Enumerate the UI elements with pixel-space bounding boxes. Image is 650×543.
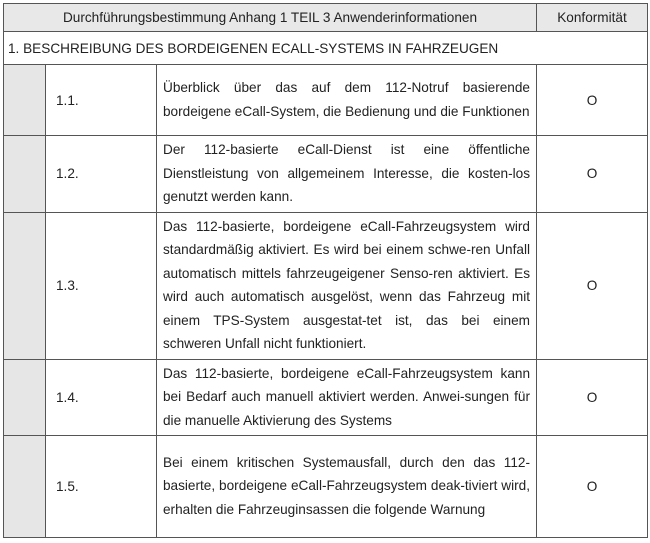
indent-cell [4,359,46,436]
indent-cell [4,436,46,538]
row-number: 1.1. [46,65,157,136]
row-text: Überblick über das auf dem 112-Notruf basierende bordeigene eCall-System, die Bedienung und die Funktionen [157,65,537,136]
row-number: 1.4. [46,359,157,436]
table-row [4,436,648,538]
indent-cell [4,65,46,136]
row-number: 1.3. [46,212,157,359]
row-conformity: O [537,436,648,538]
table-row [4,212,648,359]
row-text: Bei einem kritischen Systemausfall, durch den das 112-basierte, bordeigene eCall-Fahrzeugsystem deak-tiviert wird, erhalten die Fahrzeuginsassen die folgende Warnung [157,436,537,538]
row-text: Das 112-basierte, bordeigene eCall-Fahrzeugsystem wird standardmäßig aktiviert. Es wird bei einem schwe-ren Unfall automatisch mittels fahrzeugeigener Senso-ren aktiviert. Es wird auch automatisch ausgelöst, wenn das Fahrzeug mit einem TPS-System ausgestat-tet ist, das bei einem schweren Unfall nicht funktioniert. [157,212,537,359]
row-conformity: O [537,136,648,213]
section-title: 1. BESCHREIBUNG DES BORDEIGENEN ECALL-SYSTEMS IN FAHRZEUGEN [4,32,648,65]
row-text: Der 112-basierte eCall-Dienst ist eine öffentliche Dienstleistung von allgemeinem Interesse, die kosten-los genutzt werden kann. [157,136,537,213]
table-row [4,136,648,213]
table-header-row [4,4,648,32]
conformity-table [3,3,648,538]
row-conformity: O [537,212,648,359]
indent-cell [4,212,46,359]
row-text: Das 112-basierte, bordeigene eCall-Fahrzeugsystem kann bei Bedarf auch manuell aktiviert werden. Anwei-sungen für die manuelle Aktivierung des Systems [157,359,537,436]
row-number: 1.2. [46,136,157,213]
table-row [4,65,648,136]
row-conformity: O [537,65,648,136]
table-row [4,359,648,436]
row-number: 1.5. [46,436,157,538]
section-row [4,32,648,65]
indent-cell [4,136,46,213]
header-conformity: Konformität [537,4,648,32]
header-requirement: Durchführungsbestimmung Anhang 1 TEIL 3 Anwenderinformationen [4,4,537,32]
row-conformity: O [537,359,648,436]
